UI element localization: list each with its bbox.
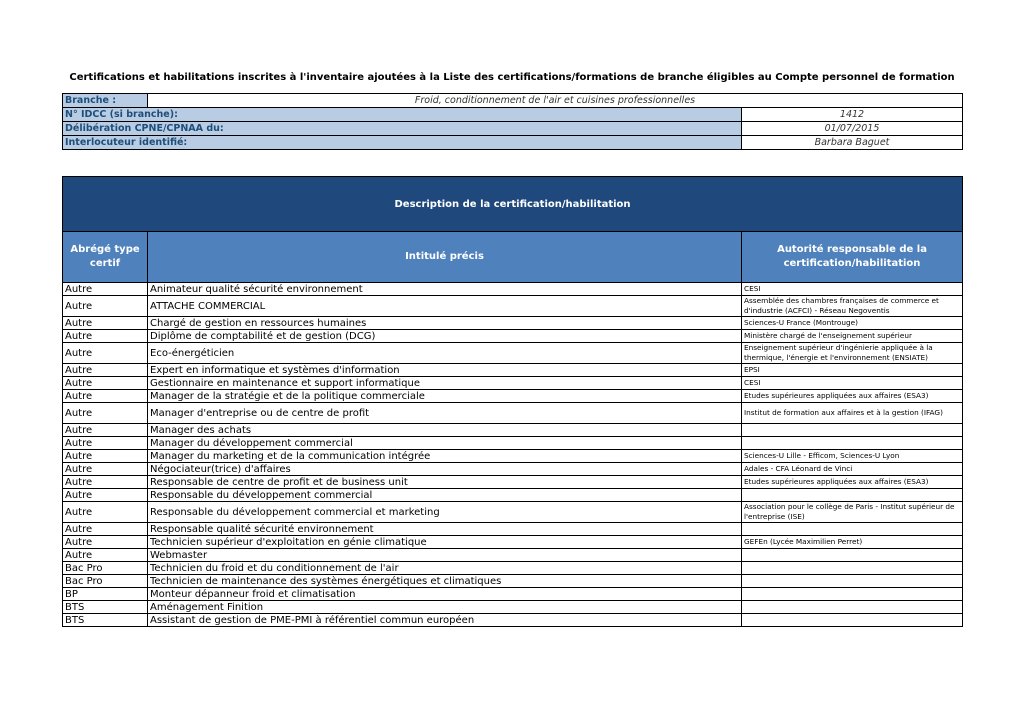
description-band: Description de la certification/habilitation [63, 177, 963, 232]
cell-type: Autre [63, 536, 148, 549]
cell-autorite: Etudes supérieures appliquées aux affaires (ESA3) [742, 476, 963, 489]
table-row [63, 463, 963, 476]
branche-value: Froid, conditionnement de l'air et cuisines professionnelles [148, 94, 963, 108]
cell-autorite [742, 424, 963, 437]
cell-type: Autre [63, 283, 148, 296]
cell-autorite: GEFEn (Lycée Maximilien Perret) [742, 536, 963, 549]
cell-type: Autre [63, 390, 148, 403]
table-row [63, 549, 963, 562]
cell-type: Autre [63, 296, 148, 317]
cell-intitule: Technicien de maintenance des systèmes énergétiques et climatiques [148, 575, 742, 588]
table-row [63, 364, 963, 377]
certification-table [62, 176, 963, 627]
cell-intitule: Animateur qualité sécurité environnement [148, 283, 742, 296]
cell-type: Autre [63, 403, 148, 424]
deliberation-row [63, 122, 963, 136]
idcc-row [63, 108, 963, 122]
page-title: Certifications et habilitations inscrites à l'inventaire ajoutées à la Liste des certifications/formations de branche éligibles au Compte personnel de formation [69, 72, 955, 83]
cell-type: Autre [63, 489, 148, 502]
cell-type: Autre [63, 523, 148, 536]
table-row [63, 601, 963, 614]
table-row [63, 424, 963, 437]
info-table [62, 93, 963, 150]
cell-intitule: Technicien du froid et du conditionnement de l'air [148, 562, 742, 575]
cell-type: Autre [63, 330, 148, 343]
cell-autorite [742, 601, 963, 614]
cell-autorite: Adales - CFA Léonard de Vinci [742, 463, 963, 476]
cell-type: Autre [63, 476, 148, 489]
table-row [63, 403, 963, 424]
table-row [63, 330, 963, 343]
cell-intitule: Eco-énergéticien [148, 343, 742, 364]
interlocuteur-value: Barbara Baguet [742, 136, 963, 150]
cell-autorite: EPSI [742, 364, 963, 377]
cell-type: Autre [63, 343, 148, 364]
cell-intitule: Diplôme de comptabilité et de gestion (DCG) [148, 330, 742, 343]
cell-intitule: Manager des achats [148, 424, 742, 437]
cell-autorite: Etudes supérieures appliquées aux affaires (ESA3) [742, 390, 963, 403]
cell-autorite: Ministère chargé de l'enseignement supérieur [742, 330, 963, 343]
band-row [63, 177, 963, 232]
cell-intitule: Responsable de centre de profit et de business unit [148, 476, 742, 489]
branche-row [63, 94, 963, 108]
cell-autorite [742, 549, 963, 562]
table-row [63, 489, 963, 502]
cell-type: Autre [63, 317, 148, 330]
cell-intitule: Responsable du développement commercial et marketing [148, 502, 742, 523]
cell-autorite [742, 588, 963, 601]
cell-type: Autre [63, 377, 148, 390]
table-row [63, 343, 963, 364]
cell-intitule: Manager de la stratégie et de la politique commerciale [148, 390, 742, 403]
cell-intitule: Aménagement Finition [148, 601, 742, 614]
table-row [63, 614, 963, 627]
cell-autorite: Institut de formation aux affaires et à la gestion (IFAG) [742, 403, 963, 424]
cell-type: Autre [63, 450, 148, 463]
interlocuteur-label: Interlocuteur identifié: [63, 136, 742, 150]
cell-intitule: Chargé de gestion en ressources humaines [148, 317, 742, 330]
cell-autorite: Assemblée des chambres françaises de commerce et d'industrie (ACFCI) - Réseau Negoventis [742, 296, 963, 317]
cell-intitule: Expert en informatique et systèmes d'information [148, 364, 742, 377]
table-row [63, 575, 963, 588]
cell-autorite [742, 575, 963, 588]
column-header-autorite: Autorité responsable de la certification/habilitation [742, 232, 963, 283]
table-row [63, 562, 963, 575]
cell-type: Autre [63, 437, 148, 450]
cell-intitule: Monteur dépanneur froid et climatisation [148, 588, 742, 601]
column-header-intitule: Intitulé précis [148, 232, 742, 283]
cell-autorite: CESI [742, 377, 963, 390]
table-row [63, 390, 963, 403]
table-row [63, 283, 963, 296]
cell-autorite: Sciences-U France (Montrouge) [742, 317, 963, 330]
table-row [63, 377, 963, 390]
column-header-type: Abrégé type certif [63, 232, 148, 283]
cell-intitule: Responsable qualité sécurité environnement [148, 523, 742, 536]
table-row [63, 317, 963, 330]
cell-type: Bac Pro [63, 562, 148, 575]
table-row [63, 502, 963, 523]
cell-type: BTS [63, 601, 148, 614]
cell-intitule: Manager du marketing et de la communication intégrée [148, 450, 742, 463]
cell-type: Autre [63, 364, 148, 377]
branche-label: Branche : [63, 94, 148, 108]
cell-autorite [742, 562, 963, 575]
cell-autorite [742, 614, 963, 627]
cell-type: Bac Pro [63, 575, 148, 588]
deliberation-value: 01/07/2015 [742, 122, 963, 136]
header-row [63, 232, 963, 283]
table-row [63, 437, 963, 450]
interlocuteur-row [63, 136, 963, 150]
cell-intitule: Technicien supérieur d'exploitation en génie climatique [148, 536, 742, 549]
cell-autorite: Sciences-U Lille - Efficom, Sciences-U Lyon [742, 450, 963, 463]
cell-intitule: ATTACHE COMMERCIAL [148, 296, 742, 317]
cell-type: Autre [63, 549, 148, 562]
cell-intitule: Responsable du développement commercial [148, 489, 742, 502]
cell-type: Autre [63, 502, 148, 523]
table-row [63, 536, 963, 549]
cell-intitule: Manager d'entreprise ou de centre de profit [148, 403, 742, 424]
cell-type: Autre [63, 463, 148, 476]
idcc-value: 1412 [742, 108, 963, 122]
cell-intitule: Gestionnaire en maintenance et support informatique [148, 377, 742, 390]
cell-autorite: Association pour le collège de Paris - Institut supérieur de l'entreprise (ISE) [742, 502, 963, 523]
table-row [63, 296, 963, 317]
deliberation-label: Délibération CPNE/CPNAA du: [63, 122, 742, 136]
cell-type: Autre [63, 424, 148, 437]
cell-intitule: Négociateur(trice) d'affaires [148, 463, 742, 476]
table-row [63, 523, 963, 536]
idcc-label: N° IDCC (si branche): [63, 108, 742, 122]
table-row [63, 476, 963, 489]
table-row [63, 450, 963, 463]
cell-intitule: Assistant de gestion de PME-PMI à référentiel commun européen [148, 614, 742, 627]
cell-type: BP [63, 588, 148, 601]
cell-intitule: Webmaster [148, 549, 742, 562]
cell-autorite: Enseignement supérieur d'ingénierie appliquée à la thermique, l'énergie et l'environnement (ENSIATE) [742, 343, 963, 364]
cell-autorite [742, 437, 963, 450]
table-row [63, 588, 963, 601]
cell-type: BTS [63, 614, 148, 627]
cell-autorite [742, 489, 963, 502]
cell-intitule: Manager du développement commercial [148, 437, 742, 450]
cell-autorite: CESI [742, 283, 963, 296]
cell-autorite [742, 523, 963, 536]
